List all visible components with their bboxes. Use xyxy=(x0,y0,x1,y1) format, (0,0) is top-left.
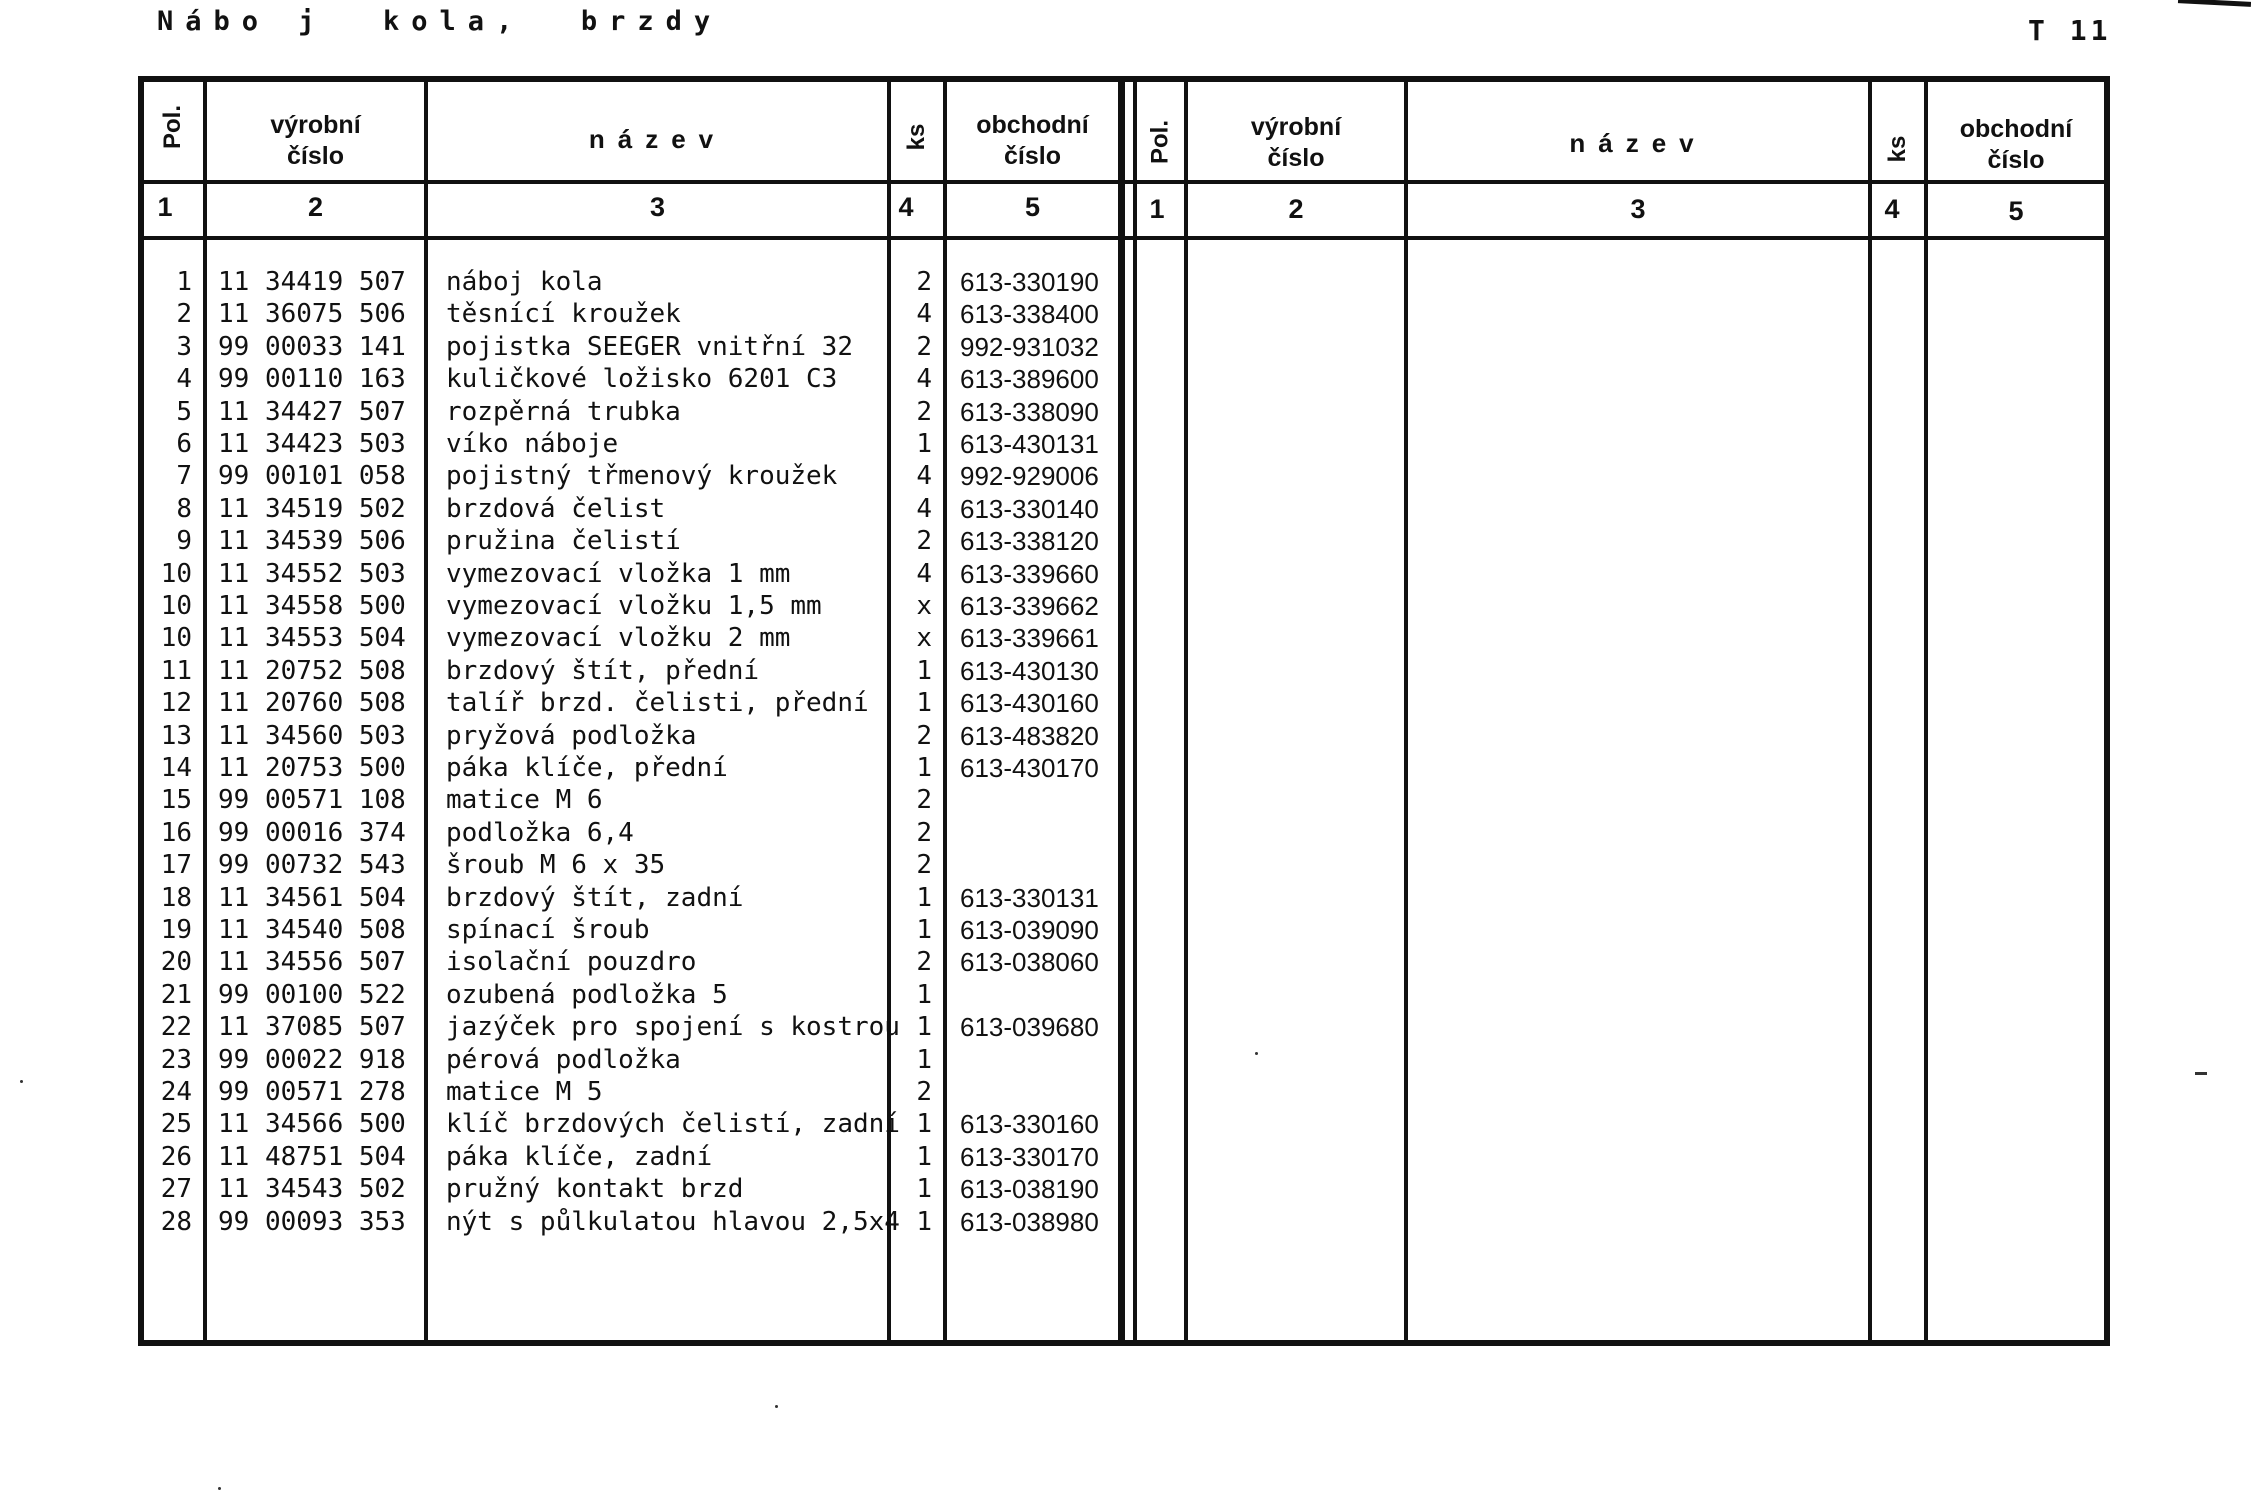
row-vyrobni-cislo: 11 34556 507 xyxy=(218,947,406,977)
col-number-3-right: 3 xyxy=(1630,194,1646,224)
row-pol: 11 xyxy=(160,656,192,686)
row-ks: 2 xyxy=(916,818,932,848)
row-nazev: víko náboje xyxy=(446,429,619,459)
header-rule xyxy=(138,180,2110,184)
table-row xyxy=(0,1141,1200,1173)
row-nazev: talíř brzd. čelisti, přední xyxy=(446,688,869,718)
row-pol: 17 xyxy=(160,850,192,880)
row-ks: 4 xyxy=(916,364,932,394)
row-ks: 1 xyxy=(916,915,932,945)
row-nazev: pérová podložka xyxy=(446,1045,681,1075)
scan-speck xyxy=(1255,1052,1258,1055)
row-pol: 27 xyxy=(160,1174,192,1204)
row-obchodni-cislo: 613-338400 xyxy=(960,299,1099,329)
row-obchodni-cislo: 992-929006 xyxy=(960,461,1099,491)
row-obchodni-cislo: 613-038060 xyxy=(960,947,1099,977)
row-pol: 9 xyxy=(176,526,192,556)
row-ks: x xyxy=(916,623,932,653)
row-obchodni-cislo: 613-338120 xyxy=(960,526,1099,556)
row-ks: 2 xyxy=(916,332,932,362)
col-number-4-right: 4 xyxy=(1884,194,1900,224)
row-vyrobni-cislo: 11 20760 508 xyxy=(218,688,406,718)
col-number-3: 3 xyxy=(649,192,666,222)
row-nazev: brzdový štít, přední xyxy=(446,656,760,686)
header-pol: Pol. xyxy=(159,105,186,150)
row-vyrobni-cislo: 11 20752 508 xyxy=(218,656,406,686)
row-ks: 2 xyxy=(916,947,932,977)
row-obchodni-cislo: 613-038190 xyxy=(960,1174,1099,1204)
row-ks: 4 xyxy=(916,299,932,329)
row-vyrobni-cislo: 11 34539 506 xyxy=(218,526,406,556)
table-row xyxy=(0,428,1200,460)
row-nazev: rozpěrná trubka xyxy=(446,397,681,427)
table-row xyxy=(0,493,1200,525)
table-row xyxy=(0,817,1200,849)
row-vyrobni-cislo: 11 34552 503 xyxy=(218,559,406,589)
divider xyxy=(1404,76,1408,1346)
row-vyrobni-cislo: 11 34423 503 xyxy=(218,429,406,459)
row-pol: 28 xyxy=(160,1207,192,1237)
row-nazev: vymezovací vložku 2 mm xyxy=(446,623,791,653)
row-nazev: podložka 6,4 xyxy=(446,818,634,848)
row-pol: 16 xyxy=(160,818,192,848)
row-vyrobni-cislo: 11 36075 506 xyxy=(218,299,406,329)
table-row xyxy=(0,1044,1200,1076)
scan-speck xyxy=(775,1405,778,1408)
col-number-2-right: 2 xyxy=(1288,194,1304,224)
row-vyrobni-cislo: 11 34419 507 xyxy=(218,267,406,297)
row-ks: 1 xyxy=(916,688,932,718)
row-nazev: vymezovací vložku 1,5 mm xyxy=(446,591,822,621)
row-pol: 2 xyxy=(176,299,192,329)
row-ks: 2 xyxy=(916,1077,932,1107)
header-vyrobni-cislo: výrobní číslo xyxy=(270,111,361,170)
row-pol: 23 xyxy=(160,1045,192,1075)
row-nazev: ozubená podložka 5 xyxy=(446,980,728,1010)
row-pol: 5 xyxy=(176,397,192,427)
table-row xyxy=(0,882,1200,914)
row-ks: 2 xyxy=(916,850,932,880)
header-ks: ks xyxy=(903,123,930,151)
row-ks: 1 xyxy=(916,1012,932,1042)
row-obchodni-cislo: 613-389600 xyxy=(960,364,1099,394)
row-ks: 1 xyxy=(916,883,932,913)
row-ks: 1 xyxy=(916,656,932,686)
row-ks: 2 xyxy=(916,267,932,297)
table-row xyxy=(0,914,1200,946)
col-number-2: 2 xyxy=(307,192,324,222)
row-nazev: kuličkové ložisko 6201 C3 xyxy=(446,364,838,394)
scan-speck xyxy=(2195,1072,2207,1075)
row-obchodni-cislo: 613-330160 xyxy=(960,1109,1099,1139)
row-pol: 14 xyxy=(160,753,192,783)
row-nazev: matice M 5 xyxy=(446,1077,603,1107)
row-pol: 15 xyxy=(160,785,192,815)
table-row xyxy=(0,266,1200,298)
row-obchodni-cislo: 613-038980 xyxy=(960,1207,1099,1237)
divider xyxy=(1868,76,1872,1346)
row-nazev: brzdový štít, zadní xyxy=(446,883,744,913)
header-obchodni-cislo: obchodní číslo xyxy=(976,111,1089,170)
row-vyrobni-cislo: 99 00016 374 xyxy=(218,818,406,848)
table-row xyxy=(0,752,1200,784)
row-ks: x xyxy=(916,591,932,621)
table-row xyxy=(0,1206,1200,1238)
row-nazev: vymezovací vložka 1 mm xyxy=(446,559,791,589)
row-nazev: pojistný třmenový kroužek xyxy=(446,461,838,491)
row-vyrobni-cislo: 11 34558 500 xyxy=(218,591,406,621)
row-obchodni-cislo: 613-430160 xyxy=(960,688,1099,718)
row-pol: 10 xyxy=(160,623,192,653)
page-title: Nábo j kola, brzdy xyxy=(157,6,723,37)
row-pol: 8 xyxy=(176,494,192,524)
row-ks: 2 xyxy=(916,526,932,556)
row-pol: 20 xyxy=(160,947,192,977)
row-pol: 3 xyxy=(176,332,192,362)
row-vyrobni-cislo: 11 34540 508 xyxy=(218,915,406,945)
row-pol: 26 xyxy=(160,1142,192,1172)
table-row xyxy=(0,298,1200,330)
row-obchodni-cislo: 613-039090 xyxy=(960,915,1099,945)
header-rule xyxy=(138,236,2110,240)
table-row xyxy=(0,396,1200,428)
table-row xyxy=(0,1173,1200,1205)
table-row xyxy=(0,558,1200,590)
row-nazev: těsnící kroužek xyxy=(446,299,681,329)
row-obchodni-cislo: 613-330140 xyxy=(960,494,1099,524)
row-pol: 4 xyxy=(176,364,192,394)
col-number-5: 5 xyxy=(1024,192,1041,222)
table-row xyxy=(0,363,1200,395)
row-nazev: spínací šroub xyxy=(446,915,650,945)
row-nazev: páka klíče, přední xyxy=(446,753,728,783)
header-ks-right: ks xyxy=(1884,135,1911,163)
row-pol: 7 xyxy=(176,461,192,491)
row-vyrobni-cislo: 99 00110 163 xyxy=(218,364,406,394)
row-nazev: isolační pouzdro xyxy=(446,947,697,977)
col-number-5-right: 5 xyxy=(2008,196,2024,226)
table-row xyxy=(0,460,1200,492)
row-ks: 1 xyxy=(916,1045,932,1075)
row-ks: 1 xyxy=(916,1174,932,1204)
row-vyrobni-cislo: 99 00033 141 xyxy=(218,332,406,362)
row-vyrobni-cislo: 11 34543 502 xyxy=(218,1174,406,1204)
row-obchodni-cislo: 613-430131 xyxy=(960,429,1099,459)
scan-speck xyxy=(218,1487,221,1490)
header-vyrobni-cislo-right: výrobní číslo xyxy=(1250,113,1342,172)
table-row xyxy=(0,331,1200,363)
row-pol: 18 xyxy=(160,883,192,913)
col-number-1: 1 xyxy=(157,192,173,222)
table-row xyxy=(0,1108,1200,1140)
table-row xyxy=(0,655,1200,687)
row-vyrobni-cislo: 11 34560 503 xyxy=(218,721,406,751)
row-obchodni-cislo: 992-931032 xyxy=(960,332,1099,362)
table-row xyxy=(0,1011,1200,1043)
table-row xyxy=(0,525,1200,557)
row-nazev: brzdová čelist xyxy=(446,494,666,524)
row-ks: 2 xyxy=(916,721,932,751)
row-ks: 2 xyxy=(916,397,932,427)
row-nazev: šroub M 6 x 35 xyxy=(446,850,666,880)
row-ks: 1 xyxy=(916,1109,932,1139)
row-obchodni-cislo: 613-039680 xyxy=(960,1012,1099,1042)
row-obchodni-cislo: 613-339661 xyxy=(960,623,1099,653)
row-ks: 1 xyxy=(916,753,932,783)
row-pol: 19 xyxy=(160,915,192,945)
table-row xyxy=(0,1076,1200,1108)
corner-mark xyxy=(2178,0,2251,7)
row-obchodni-cislo: 613-430170 xyxy=(960,753,1099,783)
row-obchodni-cislo: 613-483820 xyxy=(960,721,1099,751)
table-row xyxy=(0,784,1200,816)
row-ks: 4 xyxy=(916,494,932,524)
col-number-4: 4 xyxy=(898,192,914,222)
divider xyxy=(1924,76,1928,1346)
scan-speck xyxy=(20,1080,23,1083)
row-obchodni-cislo: 613-330190 xyxy=(960,267,1099,297)
row-pol: 10 xyxy=(160,591,192,621)
row-ks: 1 xyxy=(916,1207,932,1237)
table-row xyxy=(0,979,1200,1011)
row-vyrobni-cislo: 99 00571 278 xyxy=(218,1077,406,1107)
row-pol: 24 xyxy=(160,1077,192,1107)
row-ks: 1 xyxy=(916,1142,932,1172)
row-vyrobni-cislo: 11 20753 500 xyxy=(218,753,406,783)
row-vyrobni-cislo: 11 34561 504 xyxy=(218,883,406,913)
table-row xyxy=(0,720,1200,752)
row-vyrobni-cislo: 99 00100 522 xyxy=(218,980,406,1010)
row-obchodni-cislo: 613-330131 xyxy=(960,883,1099,913)
row-ks: 2 xyxy=(916,785,932,815)
table-row xyxy=(0,946,1200,978)
row-vyrobni-cislo: 99 00093 353 xyxy=(218,1207,406,1237)
row-pol: 22 xyxy=(160,1012,192,1042)
row-vyrobni-cislo: 11 48751 504 xyxy=(218,1142,406,1172)
row-nazev: pružina čelistí xyxy=(446,526,681,556)
row-pol: 12 xyxy=(160,688,192,718)
row-vyrobni-cislo: 11 37085 507 xyxy=(218,1012,406,1042)
table-row xyxy=(0,687,1200,719)
row-vyrobni-cislo: 11 34566 500 xyxy=(218,1109,406,1139)
row-ks: 4 xyxy=(916,461,932,491)
row-ks: 4 xyxy=(916,559,932,589)
row-nazev: náboj kola xyxy=(446,267,603,297)
row-nazev: jazýček pro spojení s kostrou xyxy=(446,1012,900,1042)
row-ks: 1 xyxy=(916,429,932,459)
table-row xyxy=(0,622,1200,654)
row-obchodni-cislo: 613-330170 xyxy=(960,1142,1099,1172)
row-nazev: páka klíče, zadní xyxy=(446,1142,713,1172)
row-pol: 1 xyxy=(176,267,192,297)
row-nazev: pružný kontakt brzd xyxy=(446,1174,744,1204)
row-vyrobni-cislo: 11 34519 502 xyxy=(218,494,406,524)
row-vyrobni-cislo: 11 34553 504 xyxy=(218,623,406,653)
row-ks: 1 xyxy=(916,980,932,1010)
row-obchodni-cislo: 613-339660 xyxy=(960,559,1099,589)
col-number-1-right: 1 xyxy=(1149,194,1165,224)
row-nazev: pryžová podložka xyxy=(446,721,697,751)
row-nazev: klíč brzdových čelistí, zadní xyxy=(446,1109,900,1139)
header-obchodni-cislo-right: obchodní číslo xyxy=(1959,115,2073,174)
row-pol: 25 xyxy=(160,1109,192,1139)
row-vyrobni-cislo: 99 00732 543 xyxy=(218,850,406,880)
header-nazev-right: název xyxy=(1569,128,1707,158)
page-code: T 11 xyxy=(2028,14,2112,47)
header-pol-right: Pol. xyxy=(1146,120,1174,165)
table-row xyxy=(0,849,1200,881)
row-pol: 10 xyxy=(160,559,192,589)
row-obchodni-cislo: 613-338090 xyxy=(960,397,1099,427)
row-pol: 13 xyxy=(160,721,192,751)
row-nazev: nýt s půlkulatou hlavou 2,5x4 xyxy=(446,1207,900,1237)
table-row xyxy=(0,590,1200,622)
header-nazev: název xyxy=(588,124,727,154)
row-vyrobni-cislo: 99 00571 108 xyxy=(218,785,406,815)
row-obchodni-cislo: 613-430130 xyxy=(960,656,1099,686)
row-nazev: pojistka SEEGER vnitřní 32 xyxy=(446,332,853,362)
row-vyrobni-cislo: 99 00101 058 xyxy=(218,461,406,491)
row-pol: 6 xyxy=(176,429,192,459)
row-obchodni-cislo: 613-339662 xyxy=(960,591,1099,621)
row-vyrobni-cislo: 11 34427 507 xyxy=(218,397,406,427)
row-nazev: matice M 6 xyxy=(446,785,603,815)
row-vyrobni-cislo: 99 00022 918 xyxy=(218,1045,406,1075)
row-pol: 21 xyxy=(160,980,192,1010)
